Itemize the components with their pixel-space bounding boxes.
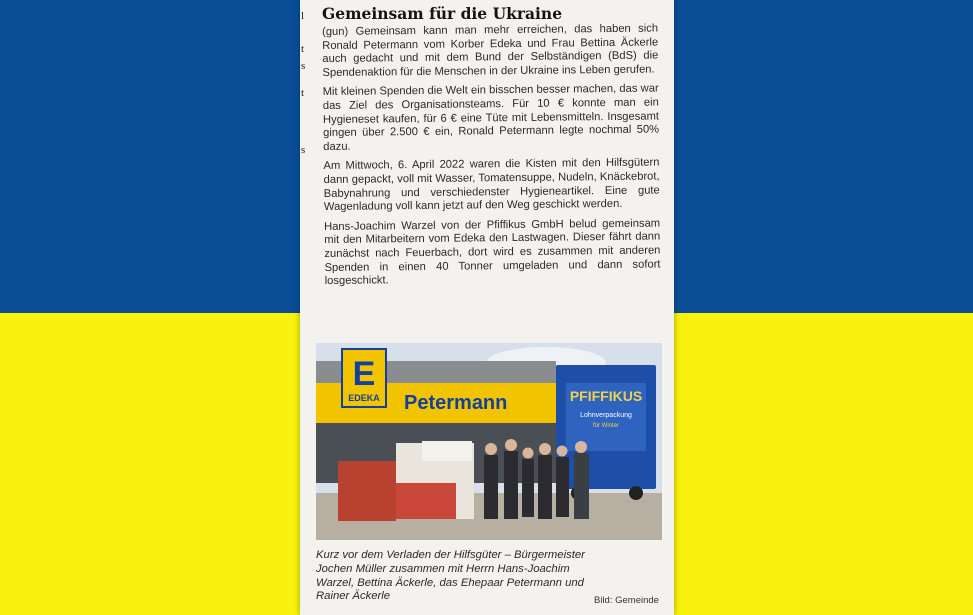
margin-letter: t — [301, 87, 305, 99]
truck-slogan-1: Lohnverpackung — [580, 412, 632, 419]
adjacent-column-fragment — [300, 0, 313, 200]
pallet-boxes — [396, 483, 456, 519]
margin-letter: s — [301, 144, 306, 156]
pallet-top — [422, 441, 472, 461]
photo-credit: Bild: Gemeinde — [594, 595, 659, 606]
truck-wheel — [629, 486, 643, 500]
truck-brand: PFIFFIKUS — [569, 388, 643, 404]
photo-caption: Kurz vor dem Verladen der Hilfsgüter – Bürgermeister Jochen Müller zusammen mit Herrn Hans-Joachim Warzel, Bettina Äckerle, das Ehepaar Petermann und Rainer Äckerle — [316, 549, 585, 603]
article-paragraph: Mit kleinen Spenden die Welt ein bisschen besser machen, das war das Ziel des Organisationsteams. Für 10 € konnte man ein Hygieneset kaufen, für 6 € eine Tüte mit Lebensmitteln. Insgesamt gingen über 2.500 € ein, Ronald Petermann legte nochmal 50% dazu. — [322, 82, 660, 153]
edeka-logo-text: EDEKA — [348, 393, 380, 403]
pallet-goods — [338, 461, 396, 521]
margin-letter: t — [301, 43, 305, 55]
edeka-logo-letter: E — [352, 355, 376, 393]
store-sign-text: Petermann — [404, 392, 508, 414]
article-paragraph: Hans-Joachim Warzel von der Pfiffikus GmbH belud gemeinsam mit den Mitarbeitern vom Edeka den Lastwagen. Dieser fährt dann zunächst nach Feuerbach, dort wird es zusammen mit anderen Spenden in einen 40 Tonner umgeladen und dann sofort losgeschickt. — [324, 217, 661, 288]
article-paragraph: (gun) Gemeinsam kann man mehr erreichen, das haben sich Ronald Petermann vom Korber Edeka und Frau Bettina Äckerle auch gedacht und mit dem Bund der Selbständigen (BdS) die Spendenaktion für die Menschen in der Ukraine ins Leben gerufen. — [322, 22, 659, 79]
article-paragraph: Am Mittwoch, 6. April 2022 waren die Kisten mit den Hilfsgütern dann gepackt, voll mit Wasser, Tomatensuppe, Nudeln, Knäckebrot, Babynahrung und verschiedenster Hygieneartikel. Eine gute Wagenladung voll kann jetzt auf den Weg geschickt werden. — [323, 156, 660, 214]
photo-scene — [316, 343, 662, 540]
article-body — [322, 22, 661, 294]
margin-letter: s — [301, 60, 306, 72]
article-photo — [316, 343, 662, 540]
article-title: Gemeinsam für die Ukraine — [322, 4, 563, 23]
margin-letter: l — [301, 10, 305, 22]
truck-slogan-2: für Winter — [592, 423, 620, 429]
newspaper-clipping — [300, 0, 674, 615]
